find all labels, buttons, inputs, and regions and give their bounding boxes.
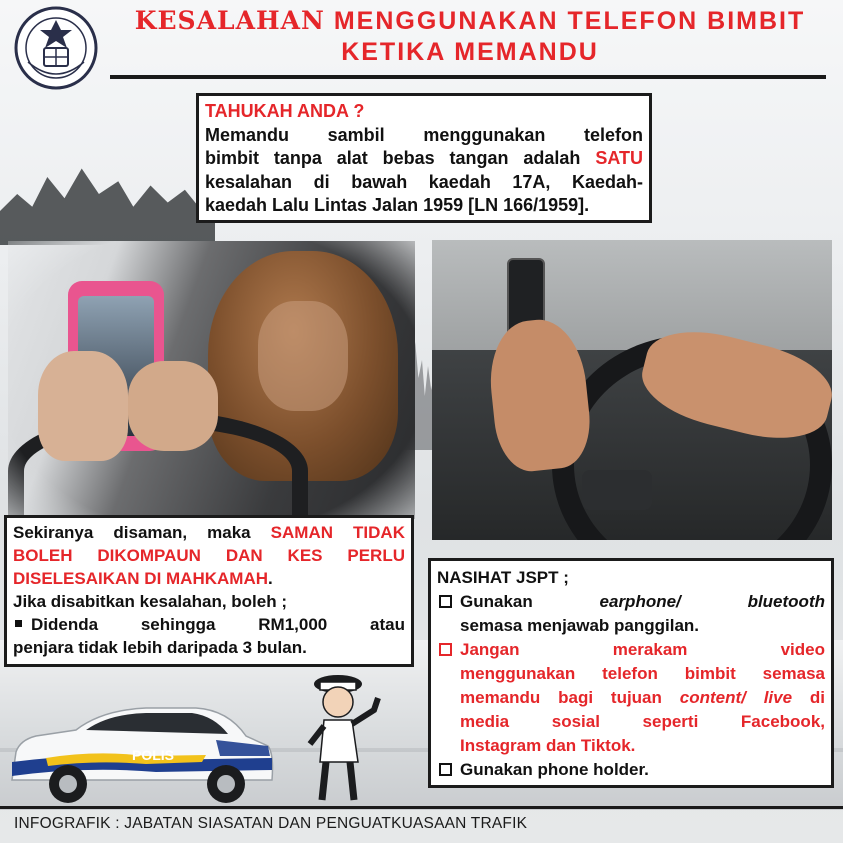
footer-divider — [0, 806, 843, 809]
summons-info-box — [4, 515, 414, 667]
summons-text: . — [268, 569, 273, 588]
advice-item-text — [460, 638, 825, 758]
advice-item — [437, 758, 825, 782]
did-you-know-line: kesalahan di bawah kaedah 17A, Kaedah- — [205, 171, 643, 192]
advice-line: media sosial seperti Facebook, — [460, 712, 825, 731]
advice-box — [428, 558, 834, 788]
summons-emphasis: SAMAN TIDAK — [270, 523, 405, 542]
advice-item — [437, 590, 825, 638]
did-you-know-emphasis: SATU — [595, 148, 643, 168]
checkbox-icon — [439, 595, 452, 608]
square-bullet-icon — [15, 620, 22, 627]
advice-line — [460, 590, 825, 614]
car-label: POLIS — [132, 747, 175, 763]
penalty-list-item — [13, 613, 405, 636]
checkbox-icon — [439, 763, 452, 776]
title-keyword: KESALAHAN — [134, 6, 325, 35]
advice-text: Gunakan — [460, 592, 533, 611]
advice-item-warning — [437, 638, 825, 758]
did-you-know-line: kaedah Lalu Lintas Jalan 1959 [LN 166/1959]. — [205, 195, 590, 215]
summons-line — [13, 567, 405, 590]
summons-text: Sekiranya disaman, maka — [13, 523, 251, 542]
summons-emphasis-line: BOLEH DIKOMPAUN DAN KES PERLU — [13, 546, 405, 565]
penalty-line: Didenda sehingga RM1,000 atau — [31, 615, 405, 634]
footer-credit: INFOGRAFIK : JABATAN SIASATAN DAN PENGUATKUASAAN TRAFIK — [14, 815, 528, 832]
penalty-text — [31, 613, 405, 636]
advice-italic: bluetooth — [747, 592, 825, 611]
penalty-line: penjara tidak lebih daripada 3 bulan. — [13, 638, 307, 657]
did-you-know-line — [205, 147, 643, 171]
advice-item-text — [460, 590, 825, 638]
summons-emphasis: DISELESAIKAN DI MAHKAMAH — [13, 569, 268, 588]
checkbox-icon — [439, 643, 452, 656]
police-car-illustration — [6, 700, 278, 806]
did-you-know-line: Memandu sambil menggunakan telefon — [205, 124, 643, 145]
summons-line: Jika disabitkan kesalahan, boleh ; — [13, 592, 287, 611]
advice-text: memandu bagi tujuan — [460, 688, 662, 707]
advice-line: Instagram dan Tiktok. — [460, 736, 636, 755]
advice-heading: NASIHAT JSPT ; — [437, 568, 569, 587]
pdrm-crest-icon — [14, 6, 98, 90]
summons-line — [13, 521, 405, 544]
page-title — [110, 6, 830, 36]
advice-line: Jangan merakam video — [460, 640, 825, 659]
advice-line — [460, 686, 825, 710]
did-you-know-heading: TAHUKAH ANDA ? — [205, 101, 365, 121]
advice-line: Gunakan phone holder. — [460, 760, 649, 779]
title-rest: MENGGUNAKAN TELEFON BIMBIT — [333, 7, 806, 35]
advice-italic: earphone/ — [599, 592, 681, 611]
did-you-know-box — [196, 93, 652, 223]
header-divider — [110, 75, 826, 79]
advice-text: di — [809, 688, 825, 707]
advice-line: menggunakan telefon bimbit semasa — [460, 664, 825, 683]
advice-italic: content/ live — [679, 688, 793, 707]
advice-line: semasa menjawab panggilan. — [460, 616, 700, 635]
page-subtitle: KETIKA MEMANDU — [341, 38, 599, 66]
did-you-know-text: bimbit tanpa alat bebas tangan adalah — [205, 148, 581, 168]
traffic-officer-illustration — [298, 670, 384, 805]
photo-hand-wheel-phone — [432, 240, 832, 540]
photo-driver-phone — [8, 241, 415, 519]
